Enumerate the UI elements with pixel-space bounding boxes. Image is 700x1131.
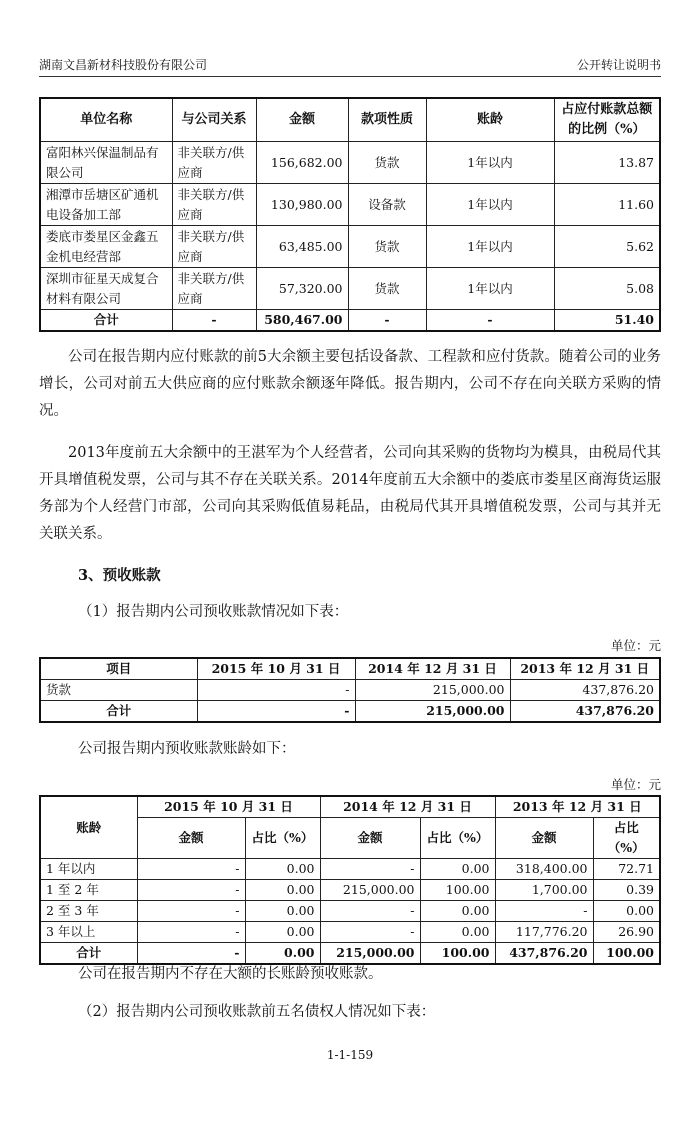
cell-ratio: 13.87 (554, 142, 660, 184)
cell-total-relation: - (172, 310, 256, 332)
cell-total-2015: - (197, 701, 355, 723)
th-item: 项目 (40, 658, 197, 680)
th-amount: 金额 (320, 818, 420, 859)
cell-value: - (320, 901, 420, 922)
cell-aging: 3 年以上 (40, 922, 137, 943)
th-aging: 账龄 (426, 98, 554, 142)
cell-value: 0.00 (593, 901, 660, 922)
cell-aging: 2 至 3 年 (40, 901, 137, 922)
th-amount: 金额 (256, 98, 348, 142)
th-period-2014: 2014 年 12 月 31 日 (320, 796, 495, 818)
cell-total-value: - (137, 943, 245, 965)
th-period-2015: 2015 年 10 月 31 日 (137, 796, 320, 818)
total-row (40, 943, 660, 965)
cell-nature: 货款 (348, 142, 426, 184)
paragraph-aging-intro: 公司报告期内预收账款账龄如下： (78, 741, 296, 757)
cell-value: 215,000.00 (320, 880, 420, 901)
th-relation: 与公司关系 (172, 98, 256, 142)
table-row (40, 922, 660, 943)
table-row (40, 184, 660, 226)
advance-receipts-aging-table (39, 795, 661, 965)
cell-total-value: 100.00 (420, 943, 495, 965)
cell-aging: 1年以内 (426, 142, 554, 184)
th-nature: 款项性质 (348, 98, 426, 142)
th-amount: 金额 (137, 818, 245, 859)
cell-total-value: 215,000.00 (320, 943, 420, 965)
cell-nature: 货款 (348, 226, 426, 268)
cell-ratio: 11.60 (554, 184, 660, 226)
th-unit-name: 单位名称 (40, 98, 172, 142)
cell-2013: 437,876.20 (510, 680, 660, 701)
cell-total-amount: 580,467.00 (256, 310, 348, 332)
unit-label: 单位：元 (610, 638, 661, 653)
cell-total-2013: 437,876.20 (510, 701, 660, 723)
cell-aging: 1 年以内 (40, 859, 137, 880)
section-heading-advance-receipts: 3、预收账款 (78, 567, 161, 584)
th-amount: 金额 (495, 818, 593, 859)
cell-aging: 1年以内 (426, 268, 554, 310)
th-period-2013: 2013 年 12 月 31 日 (495, 796, 660, 818)
cell-value: 0.00 (420, 922, 495, 943)
cell-value: 0.39 (593, 880, 660, 901)
cell-total-value: 437,876.20 (495, 943, 593, 965)
cell-total-label: 合计 (40, 943, 137, 965)
th-date-2014: 2014 年 12 月 31 日 (355, 658, 510, 680)
cell-total-value: 100.00 (593, 943, 660, 965)
table-row (40, 268, 660, 310)
cell-value: 0.00 (245, 922, 320, 943)
total-row (40, 701, 660, 723)
cell-2014: 215,000.00 (355, 680, 510, 701)
page-number: 1-1-159 (326, 1048, 374, 1062)
cell-amount: 156,682.00 (256, 142, 348, 184)
cell-name: 富阳林兴保温制品有限公司 (40, 142, 172, 184)
paragraph-payables-summary: 公司在报告期内应付账款的前5大余额主要包括设备款、工程款和应付货款。随着公司的业务增长，公司对前五大供应商的应付账款余额逐年降低。报告期内，公司不存在向关联方采购的情况。 (39, 349, 661, 419)
cell-value: 117,776.20 (495, 922, 593, 943)
cell-nature: 设备款 (348, 184, 426, 226)
cell-relation: 非关联方/供应商 (172, 142, 256, 184)
cell-aging: 1 至 2 年 (40, 880, 137, 901)
th-percent: 占比（%） (245, 818, 320, 859)
cell-value: - (320, 922, 420, 943)
cell-name: 娄底市娄星区金鑫五金机电经营部 (40, 226, 172, 268)
cell-2015: - (197, 680, 355, 701)
cell-total-value: 0.00 (245, 943, 320, 965)
cell-total-aging: - (426, 310, 554, 332)
cell-value: 0.00 (245, 901, 320, 922)
th-percent: 占比（%） (420, 818, 495, 859)
cell-value: 26.90 (593, 922, 660, 943)
cell-amount: 57,320.00 (256, 268, 348, 310)
table-row (40, 226, 660, 268)
cell-total-ratio: 51.40 (554, 310, 660, 332)
cell-value: 318,400.00 (495, 859, 593, 880)
cell-amount: 130,980.00 (256, 184, 348, 226)
unit-label: 单位：元 (610, 777, 661, 792)
table-row (40, 680, 660, 701)
cell-value: 0.00 (420, 859, 495, 880)
cell-aging: 1年以内 (426, 184, 554, 226)
th-percent: 占比（%） (593, 818, 660, 859)
cell-value: 72.71 (593, 859, 660, 880)
payables-top5-table (39, 97, 661, 332)
cell-total-nature: - (348, 310, 426, 332)
cell-value: 1,700.00 (495, 880, 593, 901)
cell-value: - (137, 859, 245, 880)
paragraph-related-party: 2013年度前五大余额中的王湛军为个人经营者，公司向其采购的货物均为模具，由税局代其开具增值税发票，公司与其不存在关联关系。2014年度前五大余额中的娄底市娄星区商海货运服务部为个人经营门市部，公司向其采购低值易耗品，由税局代其开具增值税发票，公司与其并无关联关系。 (39, 445, 661, 542)
cell-total-label: 合计 (40, 701, 197, 723)
th-ratio: 占应付账款总额的比例（%） (554, 98, 660, 142)
table-row (40, 880, 660, 901)
table-row (40, 142, 660, 184)
cell-item: 货款 (40, 680, 197, 701)
cell-value: - (137, 901, 245, 922)
table-row (40, 901, 660, 922)
cell-value: - (137, 922, 245, 943)
cell-ratio: 5.62 (554, 226, 660, 268)
cell-ratio: 5.08 (554, 268, 660, 310)
cell-relation: 非关联方/供应商 (172, 268, 256, 310)
cell-value: 0.00 (245, 859, 320, 880)
cell-relation: 非关联方/供应商 (172, 226, 256, 268)
advance-receipts-table (39, 657, 661, 723)
company-name: 湖南文昌新材科技股份有限公司 (39, 58, 208, 72)
page-header (39, 56, 661, 77)
cell-name: 湘潭市岳塘区矿通机电设备加工部 (40, 184, 172, 226)
cell-value: - (320, 859, 420, 880)
cell-nature: 货款 (348, 268, 426, 310)
cell-total-label: 合计 (40, 310, 172, 332)
cell-value: - (137, 880, 245, 901)
cell-value: 0.00 (420, 901, 495, 922)
cell-aging: 1年以内 (426, 226, 554, 268)
subheading-advance-receipts-overview: （1）报告期内公司预收账款情况如下表： (78, 604, 349, 620)
table-row (40, 859, 660, 880)
cell-value: 0.00 (245, 880, 320, 901)
total-row (40, 310, 660, 332)
cell-total-2014: 215,000.00 (355, 701, 510, 723)
cell-amount: 63,485.00 (256, 226, 348, 268)
th-date-2015: 2015 年 10 月 31 日 (197, 658, 355, 680)
paragraph-no-long-aging: 公司在报告期内不存在大额的长账龄预收账款。 (78, 966, 383, 982)
th-date-2013: 2013 年 12 月 31 日 (510, 658, 660, 680)
cell-value: - (495, 901, 593, 922)
document-title: 公开转让说明书 (576, 58, 661, 72)
cell-value: 100.00 (420, 880, 495, 901)
th-aging: 账龄 (40, 796, 137, 859)
cell-relation: 非关联方/供应商 (172, 184, 256, 226)
cell-name: 深圳市征星天成复合材料有限公司 (40, 268, 172, 310)
subheading-top5-creditors: （2）报告期内公司预收账款前五名债权人情况如下表： (78, 1004, 436, 1020)
